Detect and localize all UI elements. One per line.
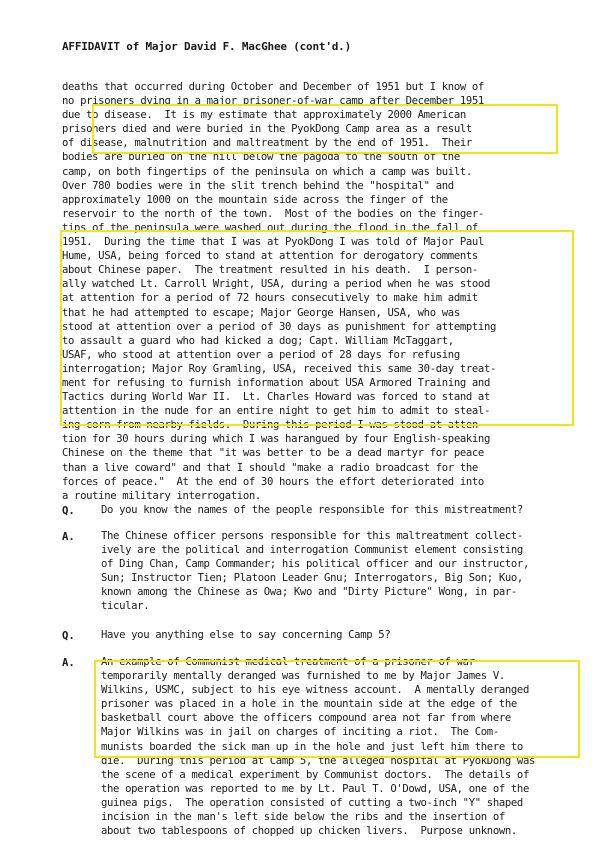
question-2-label: Q. xyxy=(62,630,75,642)
text-line: than a live coward" and that I should "make a radio broadcast for the xyxy=(62,461,478,474)
question-1-text: Do you know the names of the people responsible for this mistreatment? xyxy=(101,504,523,516)
text-line: Chinese on the theme that "it was better to be a dead martyr for peace xyxy=(62,447,484,460)
text-line: ively are the political and interrogation Communist element consisting xyxy=(101,544,523,557)
text-line: due to disease. It is my estimate that approximately 2000 American xyxy=(62,109,466,122)
text-line: known among the Chinese as Owa; Kwo and "Dirty Picture" Wong, in par- xyxy=(101,586,517,599)
text-line: that he had attempted to escape; Major George Hansen, USA, who was xyxy=(62,306,460,319)
text-line: Hume, USA, being forced to stand at attention for derogatory comments xyxy=(62,250,478,263)
text-line: Sun; Instructor Tien; Platoon Leader Gnu; Interrogators, Big Son; Kuo, xyxy=(101,572,523,585)
text-line: USAF, who stood at attention over a period of 28 days for refusing xyxy=(62,348,460,361)
text-line: about Chinese paper. The treatment resulted in his death. I person- xyxy=(62,264,478,277)
text-line: tips of the peninsula were washed out during the flood in the fall of xyxy=(62,221,478,234)
answer-2-paragraph xyxy=(101,655,535,838)
question-2-text: Have you anything else to say concerning Camp 5? xyxy=(101,629,391,641)
text-line: Over 780 bodies were in the slit trench behind the "hospital" and xyxy=(62,179,454,192)
answer-1-paragraph xyxy=(101,529,529,614)
text-line: interrogation; Major Roy Gramling, USA, received this same 30-day treat- xyxy=(62,362,497,375)
text-line: the operation was reported to me by Lt. Paul T. O'Dowd, USA, one of the xyxy=(101,782,529,795)
text-line: 1951. During the time that I was at PyokDong I was told of Major Paul xyxy=(62,236,484,249)
text-line: forces of peace." At the end of 30 hours the effort deteriorated into xyxy=(62,475,484,488)
text-line: Tactics during World War II. Lt. Charles Howard was forced to stand at xyxy=(62,391,490,404)
text-line: incision in the man's left side below the ribs and the insertion of xyxy=(101,811,505,824)
answer-1-label: A. xyxy=(62,531,75,543)
text-line: ticular. xyxy=(101,600,150,613)
text-line: prisoners died and were buried in the PyokDong Camp area as a result xyxy=(62,123,472,136)
question-1-label: Q. xyxy=(62,505,75,517)
text-line: An example of Communist medical treatment of a prisoner of war xyxy=(101,656,475,668)
text-line: guinea pigs. The operation consisted of cutting a two-inch "Y" shaped xyxy=(101,796,523,809)
text-line: a routine military interrogation. xyxy=(62,489,261,502)
text-line: of Ding Chan, Camp Commander; his political officer and our instructor, xyxy=(101,558,529,571)
text-line: at attention for a period of 72 hours consecutively to make him admit xyxy=(62,292,478,305)
text-line: temporarily mentally deranged was furnished to me by Major James V. xyxy=(101,670,505,683)
text-line: ally watched Lt. Carroll Wright, USA, during a period when he was stood xyxy=(62,278,490,291)
text-line: camp, on both fingertips of the peninsula on which a camp was built. xyxy=(62,165,472,178)
text-line: to assault a guard who had kicked a dog; Capt. William McTaggart, xyxy=(62,334,454,347)
text-line: approximately 1000 on the mountain side across the finger of the xyxy=(62,193,448,206)
text-line: ment for refusing to furnish information about USA Armored Training and xyxy=(62,376,490,389)
text-line: attention in the nude for an entire night to get him to admit to steal- xyxy=(62,405,490,418)
answer-2-label: A. xyxy=(62,657,75,669)
text-line: reservoir to the north of the town. Most of the bodies on the finger- xyxy=(62,207,484,220)
text-line: of disease, malnutrition and maltreatment by the end of 1951. Their xyxy=(62,137,472,150)
text-line: tion for 30 hours during which I was harangued by four English-speaking xyxy=(62,433,490,446)
text-line: deaths that occurred during October and December of 1951 but I know of xyxy=(62,81,484,93)
text-line: the scene of a medical experiment by Communist doctors. The details of xyxy=(101,768,529,781)
text-line: The Chinese officer persons responsible for this maltreatment collect- xyxy=(101,530,523,542)
deaths-paragraph xyxy=(62,80,496,503)
text-line: about two tablespoons of chopped up chicken livers. Purpose unknown. xyxy=(101,825,517,838)
text-line: munists boarded the sick man up in the hole and just left him there to xyxy=(101,740,523,753)
text-line: prisoner was placed in a hole in the mountain side at the edge of the xyxy=(101,698,517,711)
text-line: Wilkins, USMC, subject to his eye witness account. A mentally deranged xyxy=(101,684,529,697)
text-line: basketball court above the officers compound area not far from where xyxy=(101,712,511,725)
text-line: ing corn from nearby fields. During this period I was stood at atten- xyxy=(62,419,484,432)
text-line: no prisoners dying in a major prisoner-of-war camp after December 1951 xyxy=(62,95,484,108)
text-line: bodies are buried on the hill below the pagoda to the south of the xyxy=(62,151,460,164)
text-line: stood at attention over a period of 30 days as punishment for attempting xyxy=(62,320,497,333)
affidavit-header: AFFIDAVIT of Major David F. MacGhee (cont'd.) xyxy=(62,40,352,53)
text-line: die. During this period at Camp 5, the alleged hospital at PyokDong was xyxy=(101,754,536,767)
text-line: Major Wilkins was in jail on charges of inciting a riot. The Com- xyxy=(101,726,499,739)
